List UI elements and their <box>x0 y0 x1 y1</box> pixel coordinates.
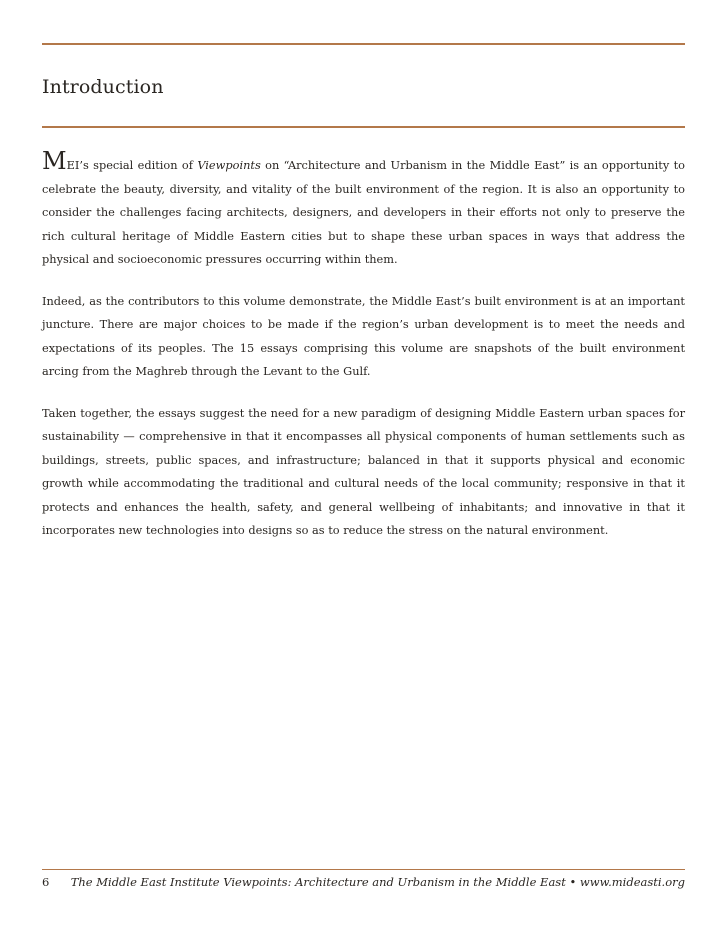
top-divider <box>42 43 685 45</box>
paragraph-1 <box>42 147 685 272</box>
paragraph-2: Indeed, as the contributors to this volume demonstrate, the Middle East’s built environment is at an important juncture. There are major choices to be made if the region’s urban development is to meet the needs and expectations of its peoples. The 15 essays comprising this volume are snapshots of the built environment arcing from the Maghreb through the Levant to the Gulf. <box>42 293 685 378</box>
paragraph-3: Taken together, the essays suggest the need for a new paradigm of designing Middle Eastern urban spaces for sustainability — comprehensive in that it encompasses all physical components of human settlements such as buildings, streets, public spaces, and infrastructure; balanced in that it supports physical and economic growth while accommodating the traditional and cultural needs of the local community; responsive in that it protects and enhances the health, safety, and general wellbeing of inhabitants; and innovative in that it incorporates new technologies into designs so as to reduce the stress on the natural environment. <box>42 405 685 537</box>
paragraph-1-rest: on “Architecture and Urbanism in the Middle East” is an opportunity to celebrate the beauty, diversity, and vitality of the built environment of the region. It is also an opportunity to consider the challenges facing architects, designers, and developers in their efforts not only to preserve the rich cultural heritage of Middle Eastern cities but to shape these urban spaces in ways that address the physical and socioeconomic pressures occurring within them. <box>42 158 685 266</box>
paragraph-1-lead: EI’s special edition of <box>66 158 198 172</box>
footer-divider <box>42 869 685 870</box>
publication-title: Viewpoints <box>197 158 261 172</box>
drop-cap: M <box>42 147 67 175</box>
section-heading: Introduction <box>42 76 164 98</box>
article-body <box>42 147 685 561</box>
heading-divider <box>42 126 685 128</box>
running-title: The Middle East Institute Viewpoints: Architecture and Urbanism in the Middle East • www.mideasti.org <box>70 875 685 889</box>
page-number: 6 <box>42 875 50 889</box>
